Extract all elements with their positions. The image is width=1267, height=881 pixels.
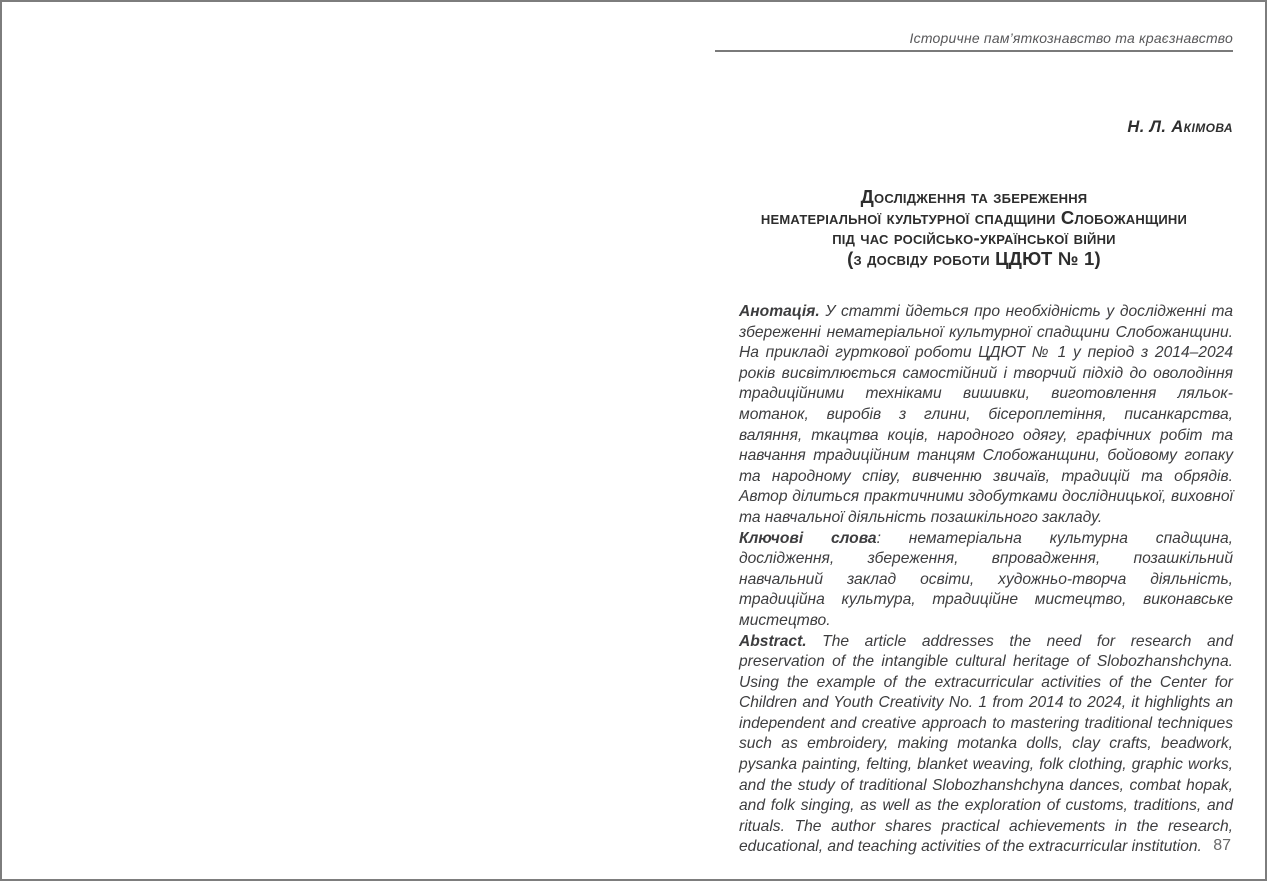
running-header <box>715 2 1233 50</box>
abstract-paragraph <box>739 632 1233 859</box>
annotation-paragraph <box>739 302 1233 529</box>
running-header-text: Історичне пам’яткознавство та краєзнавство <box>909 30 1233 46</box>
page-number: 87 <box>1213 837 1231 854</box>
keywords-paragraph <box>739 529 1233 632</box>
annotation-label: Анотація. <box>739 303 820 320</box>
header-rule <box>715 50 1233 52</box>
title-line: під час російсько-української війни <box>832 227 1116 248</box>
title-line: нематеріальної культурної спадщини Слобожанщини <box>760 206 1188 228</box>
author-name: Н. Л. Акімова <box>1127 118 1233 136</box>
abstract-block <box>715 302 1233 858</box>
text-column <box>715 2 1233 858</box>
article-title <box>715 187 1233 269</box>
keywords-text: : нематеріальна культурна спадщина, дослідження, збереження, впровадження, позашкільний навчальний заклад освіти, художньо-творча діяльність, традиційна культура, традиційне мистецтво, виконавське мистецтво. <box>739 529 1233 629</box>
abstract-label: Abstract. <box>739 632 807 650</box>
title-line: (з досвіду роботи ЦДЮТ № 1) <box>847 247 1101 269</box>
title-line: Дослідження та збереження <box>860 186 1088 207</box>
abstract-text: The article addresses the need for research and preservation of the intangible cultural heritage of Slobozhanshchyna. Using the example of the extracurricular activities of the Center for Children and Youth Creativity No. 1 from 2014 to 2024, it highlights an independent and creative approach to mastering traditional techniques such as embroidery, making motanka dolls, clay crafts, beadwork, pysanka painting, felting, blanket weaving, folk clothing, graphic works, and the study of traditional Slobozhanshchyna dances, combat hopak, and folk singing, as well as the exploration of customs, traditions, and rituals. The author shares practical achievements in the research, educational, and teaching activities of the extracurricular institution. <box>739 632 1233 856</box>
annotation-text: У статті йдеться про необхідність у дослідженні та збереженні нематеріальної культурної спадщини Слобожанщини. На прикладі гурткової роботи ЦДЮТ № 1 у період з 2014–2024 років висвітлюється самостійний і творчий підхід до оволодіння традиційними техніками вишивки, виготовлення ляльок-мотанок, виробів з глини, бісероплетіння, писанкарства, валяння, ткацтва коців, народного одягу, графічних робіт та навчання традиційним танцям Слобожанщини, бойовому гопаку та народному співу, вивченню звичаїв, традицій та обрядів. Автор ділиться практичними здобутками дослідницької, виховної та навчальної діяльність позашкільного закладу. <box>739 303 1233 526</box>
keywords-label: Ключові слова <box>739 529 877 547</box>
